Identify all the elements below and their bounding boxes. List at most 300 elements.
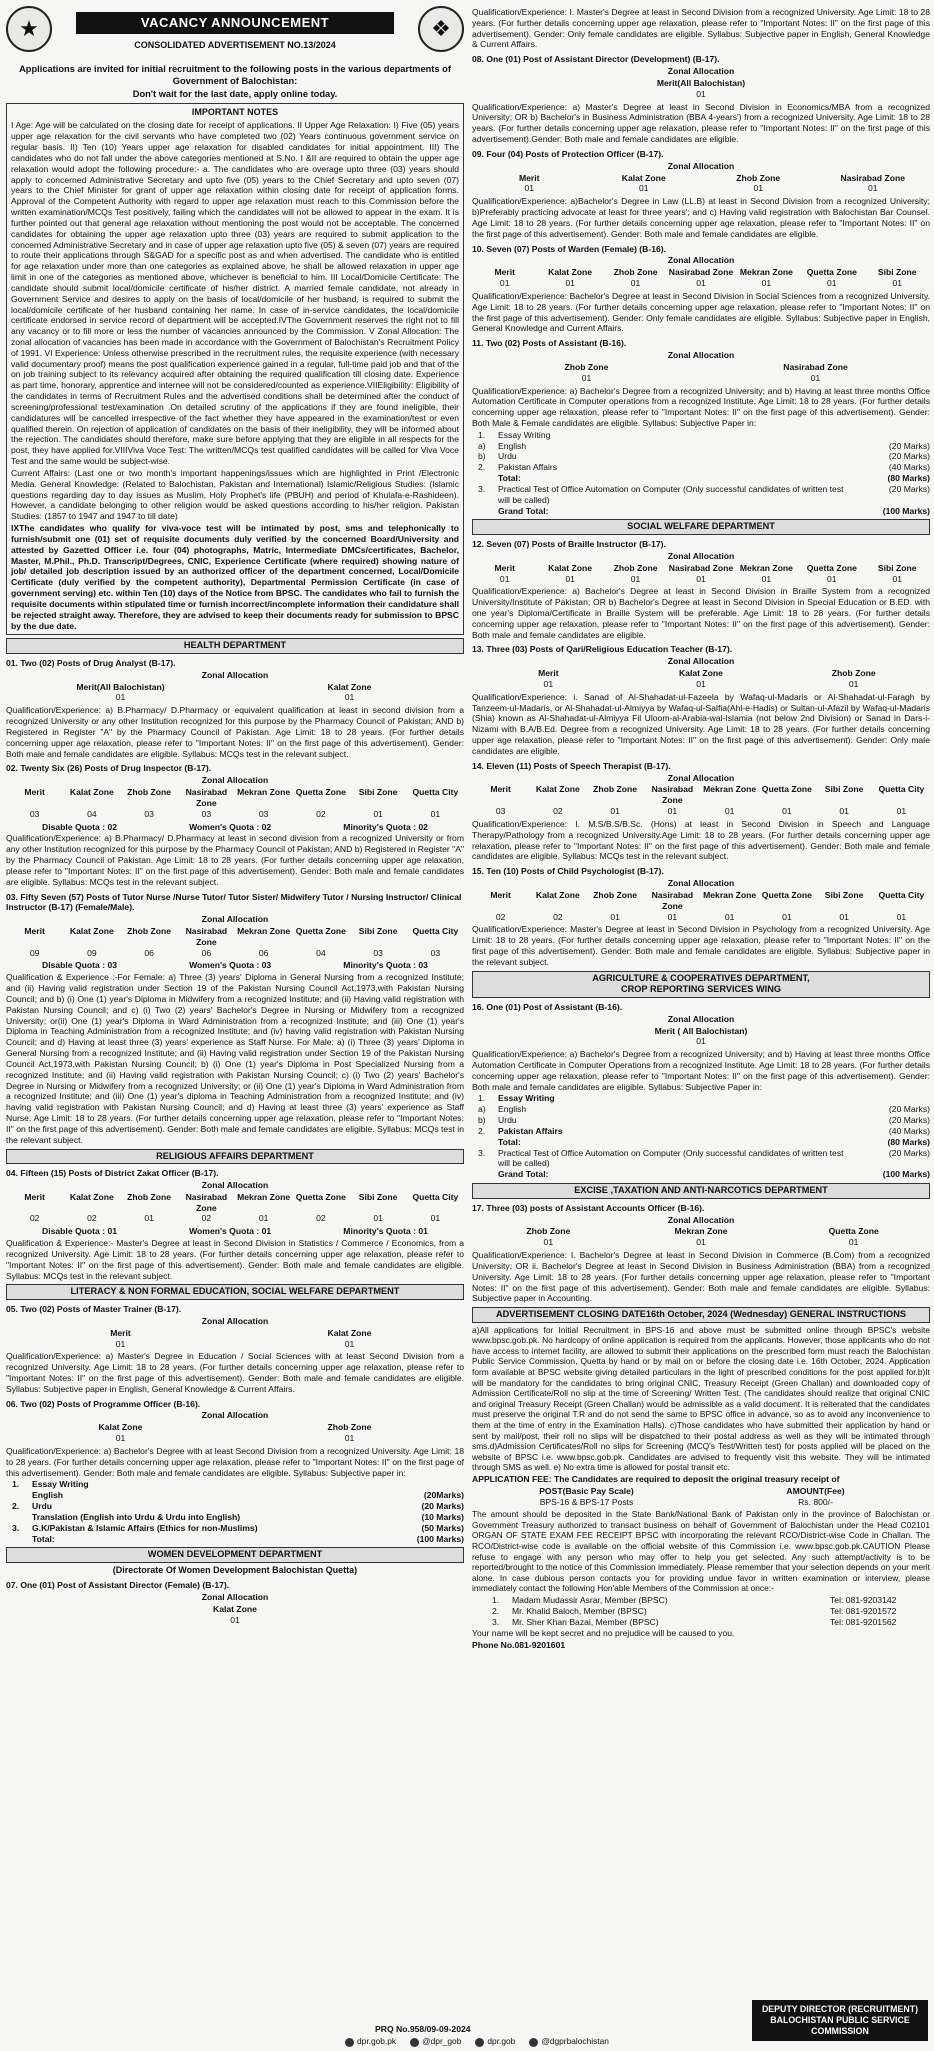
paper-subject: English <box>498 1104 527 1115</box>
website-link[interactable] <box>345 2036 396 2047</box>
zone-values <box>6 1433 464 1444</box>
zonal-allocation-label: Zonal Allocation <box>667 350 735 361</box>
zone-values <box>472 912 930 923</box>
zone-value: 01 <box>827 573 837 584</box>
paper-marks: (10 Marks) <box>421 1511 464 1522</box>
paper-row <box>478 462 930 473</box>
member-number: 2. <box>492 1605 500 1616</box>
zone-name: Zhob Zone <box>327 1422 372 1433</box>
zone-name: Quetta Zone <box>295 1191 346 1202</box>
zone-value: 01 <box>892 573 903 584</box>
zone-name: Quetta Zone <box>761 784 812 795</box>
syllabus-paper <box>478 1093 930 1180</box>
member-name: Mr. Sher Khan Bazai, Member (BPSC) <box>512 1616 659 1627</box>
member-phone: Tel: 081-9201562 <box>830 1616 897 1627</box>
zone-values <box>472 278 930 289</box>
zone-name: Mekran Zone <box>739 267 793 278</box>
quota: Women's Quota : 02 <box>189 821 272 832</box>
zone-name: Mekran Zone <box>703 889 757 900</box>
post-title: 13. Three (03) Posts of Qari/Religious Education Teacher (B-17). <box>472 644 733 655</box>
paper-marks: (20 Marks) <box>888 451 930 462</box>
paper-marks: (100 Marks) <box>882 1169 930 1180</box>
zone-name: Kalat Zone <box>535 889 580 900</box>
zone-name: Mekran Zone <box>674 1226 728 1237</box>
zonal-allocation-label: Zonal Allocation <box>201 775 269 786</box>
zone-name: Mekran Zone <box>237 787 291 798</box>
paper-number <box>478 1169 498 1180</box>
zone-name: Nasirabad Zone <box>668 562 734 573</box>
zone-value: 01 <box>430 1213 441 1224</box>
zone-name: Merit(All Balochistan) <box>76 681 165 692</box>
zone-value: 01 <box>230 1614 240 1625</box>
zone-name: Kalat Zone <box>69 787 114 798</box>
section-title: RELIGIOUS AFFAIRS DEPARTMENT <box>6 1149 464 1165</box>
post-title: 01. Two (02) Posts of Drug Analyst (B-17). <box>6 657 176 668</box>
paper-subject: Total: <box>498 1136 521 1147</box>
quota-line <box>6 822 464 833</box>
zone-headers <box>6 1328 464 1339</box>
zone-value: 01 <box>499 278 510 289</box>
zone-values <box>6 1615 464 1626</box>
zone-name: Quetta City <box>412 1191 459 1202</box>
notes-paragraph: I Age: Age will be calculated on the closing date for receipt of applications. II Upper Age Relaxation: I) Five (05) years upper age relaxation for the civil servants who have completed two (02) Years continuous government service on regular basis. II) Ten (10) Years upper age relaxation for disabled candidates for initial appointment. III) The candidates who do not fall under the above categories mentioned at S.No. I &II are required to obtain the upper age relaxation would adopt the following procedure:- a. The candidates who are overage upto three (03) years should apply to concerned Administrative Secretary and upto five (05) years to the Chief Secretary and upto seven (07) years to the Chief Minister for grant of upper age relaxation within closing date for receipt of application forms. Approval of the Competent Authority with regard to upper age relaxation must reach to this Commission before the written examination/MCQs Test positively, failing which the candidates will not be allowed to appear in the exam. It is further pointed out that general age relaxation without mentioning the post would not be acceptable. The concerned candidates for obtaining the upper age relaxation upto three (03) years are required to submit application to the concerned Administrative Secretary and in case of upper age relaxation upto five (05) & seven (07) years are required to route their applications through S&GAD for a specific post as and when advertised. The candidate who is entitled for age relaxation under more than one categories as explained above, he shall be allowed relaxation in upper age limit in one of the categories as mentioned above, whichever is beneficial to him. III Local/Domicile Certificate: The candidate should submit local/domicile certificate of his/her district. A married female candidate, not already in Government Service and desires to apply on the basis of local/domicile of her husband, is required to submit the local/domicile certificate of her husband containing her name. In case of in-service candidates, the local/domicile certificate endorsed in service record of department will be accepted.IVThe Government reserves the right not to fill any vacancy or to fill more or less the number of vacancies announced by the Commission. V Zonal Allocation: The zonal allocation of vacancies has been made in accordance with the Government of Balochistan's Recruitment Policy of 1991. VI Experience: Unless otherwise prescribed in the recruitment rules, the requisite experience (with necessary valid documentary proof) means the post qualification experience gained in a regular, full-time paid job and that of the on job training subject to its relevancy acquired after obtaining the required qualification till closing date. Experience as part time, honorary, apprentice and internee will not be considered/counted as experience.VIIEligibility: Eligibility of the candidates in terms of Recruitment Rules and the advertised conditions shall be determined after the conduct of screening/professional test/examination .On detailed scrutiny of the applications if they are found ineligible, their candidatures will be cancelled irrespective of the fact whether they have appeared in the examination/test or even qualified therein. On rejection of application of candidates on the basis of their ineligibility, they will be informed about the rejection. The candidates should therefore, make sure before applying that they are eligible in all respects for the post, they have applied for.VIIIViva Voce Test: The written/MCQs test qualified candidates will be called for Viva Voce Test and the same would be subject-wise. <box>11 120 459 467</box>
paper-marks: (20 Marks) <box>888 440 930 451</box>
zone-value: 01 <box>565 278 575 289</box>
quota: Minority's Quota : 02 <box>343 821 428 832</box>
zone-values <box>472 1036 930 1047</box>
paper-subject: Pakistan Affairs <box>498 462 558 473</box>
member-contact <box>492 1606 930 1617</box>
post-title: 15. Ten (10) Posts of Child Psychologist (B-17). <box>472 866 664 877</box>
zone-headers <box>472 362 930 373</box>
syllabus-paper <box>12 1479 464 1544</box>
zone-name: Zhob Zone <box>593 889 638 900</box>
zone-value: 02 <box>495 911 506 922</box>
paper-marks <box>384 1479 464 1490</box>
paper-number: 2. <box>12 1501 20 1512</box>
post-title: 09. Four (04) Posts of Protection Officer (B-17). <box>472 148 664 159</box>
paper-marks: (50 Marks) <box>421 1522 464 1533</box>
link-text: @dpr_gob <box>422 2036 462 2047</box>
paper-marks: (100 Marks) <box>882 505 930 516</box>
bpsc-logo-icon: ❖ <box>418 6 464 52</box>
signature-title: DEPUTY DIRECTOR (RECRUITMENT) <box>761 2003 919 2014</box>
zone-value: 01 <box>430 808 441 819</box>
zone-name: Zhob Zone <box>831 668 876 679</box>
zone-value: 01 <box>696 278 706 289</box>
paper-number <box>12 1512 32 1523</box>
zone-name: Merit <box>24 926 45 936</box>
left-column <box>6 6 464 1628</box>
paper-total <box>478 473 930 484</box>
paper-marks: (20 Marks) <box>421 1501 464 1512</box>
zone-headers <box>472 563 930 574</box>
zone-value: 01 <box>565 573 575 584</box>
zone-name: Zhob Zone <box>593 784 638 795</box>
zone-name: Zhob Zone <box>127 787 172 798</box>
zone-values <box>6 809 464 820</box>
qualification-text: Qualification & Experience:- Master's Degree at least in Second Division in Statistics / Commerce / Economics, from a recognized University. Age Limit: 18 to 28 years. (For further details concerning upper age relaxation, please refer to "Important Notes: II" on the first page of this advertisement). Gender: Both male and female candidates are eligible. Syllabus: MCQs test in the relevant subject. <box>6 1238 464 1281</box>
zone-name: Sibi Zone <box>877 562 917 573</box>
zone-values <box>472 183 930 194</box>
paper-subject: Urdu <box>498 1115 517 1126</box>
paper-marks: (40 Marks) <box>888 462 930 473</box>
zone-name: Kalat Zone <box>213 1604 257 1614</box>
section-title: SOCIAL WELFARE DEPARTMENT <box>472 519 930 535</box>
zone-values <box>6 1339 464 1350</box>
syllabus-paper <box>478 430 930 517</box>
paper-total <box>478 1137 930 1148</box>
page-title: VACANCY ANNOUNCEMENT <box>76 12 394 34</box>
zone-value: 01 <box>761 573 772 584</box>
member-contact <box>492 1617 930 1628</box>
zone-name: Merit <box>24 1191 45 1202</box>
zone-value: 04 <box>316 947 326 958</box>
paper-subject: Translation (English into Urdu & Urdu into English) <box>32 1511 241 1522</box>
post-title: 14. Eleven (11) Posts of Speech Therapist (B-17). <box>472 760 671 771</box>
quota: Women's Quota : 03 <box>189 960 272 971</box>
paper-row <box>12 1523 464 1534</box>
section-title: WOMEN DEVELOPMENT DEPARTMENT <box>6 1547 464 1563</box>
paper-marks: (80 Marks) <box>887 1136 930 1147</box>
paper-row <box>478 1115 930 1126</box>
zone-value: 01 <box>344 1338 355 1349</box>
section-title: EXCISE ,TAXATION AND ANTI-NARCOTICS DEPARTMENT <box>472 1183 930 1199</box>
member-name: Mr. Khalid Baloch, Member (BPSC) <box>512 1605 647 1616</box>
quota: Disable Quota : 02 <box>42 821 118 832</box>
notes-syllabus: Current Affairs: (Last one or two month's important happenings/issues which are highlighted in Print /Electronic Media. General Knowledge: (Related to Balochistan, Pakistan and International) Islamic/Religious Studies: (Islamic questions regarding day to day issues as Muslim, Holy Prophet's life (PBUH) and period of Khulafa-e-Rashideen). However, a candidate belonging to other religion would be asked questions according to his/her religion. Pakistan Studies: (1857 to 1947 and 1947 to till date) <box>11 467 459 522</box>
link-text: @dgprbalochistan <box>541 2036 609 2047</box>
zone-value: 01 <box>344 692 355 703</box>
member-phone: Tel: 081-9201572 <box>830 1605 897 1616</box>
general-instructions-text: a)All applications for Initial Recruitment in BPS-16 and above must be submitted online through BPSC's website www.bpsc.gob.pk. No hardcopy of online application is required from the applicants. However, those applicants who do not have access to internet facility, are allowed to submit their applications on the prescribed form must reach the Balochistan Public Service Commission, Quetta by hand or by mail on or before the closing date i.e. 16th October, 2024. Application form available at BPSC website giving detailed particulars in the light of prescribed conditions for the post applied for.b)It will be mandatory for the candidates to bring original CNIC, Treasury Receipt (Green Challan) and downloaded copy of Admission Certificate/Roll no slip at the time of Screening/ Written Test. (The candidates should realize that original CNIC and original Treasury Receipt (Green Challan) would be admissible as a valid document. It is reiterated that the candidates must preserve the original T.R and do not send the same to BPSC office in advance, so as to avoid any inconvenience to them at the time of entry in the Examination Halls). c)Those candidates who have submitted their application by hand or sent by mail/post, their roll no slips will be dispatched to their postal address as well as they will be intimated through sms.d)Admission Certificates/Roll no slips for Screening (MCQ's Test/Written test) for posts applied will be placed on the website of BPSC i.e. www.bpsc.gob.pk. Candidates are advised to frequently visit this website. They will be intimated through SMS as well. e) No extra time is allowed for postal transit etc. <box>472 1324 930 1473</box>
zone-name: Kalat Zone <box>327 1327 372 1338</box>
quota: Women's Quota : 01 <box>189 1226 272 1237</box>
zone-value: 06 <box>201 947 212 958</box>
paper-number: 1. <box>478 429 486 440</box>
qualification-text: Qualification/Experience: a) Master's Degree at least in Second Division in Economics/MBA from a recognized University; OR b) Bachelor's in Business Administration (BBA 4-years') from a recognized University. Age Limit: 18 to 28 years. (For further details concerning upper age relaxation, please refer to "Important Notes: II" on the first page of this advertisement).Gender: Both male and female candidates are eligible. <box>472 101 930 145</box>
zone-values <box>472 806 930 817</box>
link-text: dpr.gob <box>487 2036 516 2047</box>
zonal-allocation-label: Zonal Allocation <box>667 656 735 667</box>
section-title: HEALTH DEPARTMENT <box>6 638 464 654</box>
paper-marks: (100 Marks) <box>416 1533 464 1544</box>
quota-line <box>6 960 464 971</box>
paper-number <box>478 1137 498 1148</box>
zone-value: 01 <box>782 911 792 922</box>
qualification-text: Qualification/Experience: a) Bachelor's Degree at least in Second Division in Braille System from a recognized University/Institute of Pakistan; OR b) Bachelor's Degree at least in Second Division in Special Education or B.ED. with one year's Diploma/Certificate in Braille System will be preferable. Age Limit: 18 to 28 years. (For further details concerning upper age relaxation, please refer to "Important Notes: II" on the first page of this advertisement). Gender: Both male and female candidates are eligible. <box>472 586 930 640</box>
zone-name: Quetta Zone <box>828 1226 879 1237</box>
zone-name: Zhob Zone <box>127 1191 172 1202</box>
zone-value: 02 <box>316 808 326 819</box>
paper-marks: (20 Marks) <box>888 1147 930 1158</box>
zone-values <box>472 574 930 585</box>
paper-grand-total <box>478 1169 930 1180</box>
important-notes-title: IMPORTANT NOTES <box>191 107 279 118</box>
paper-row <box>12 1512 464 1523</box>
paper-subject: Essay Writing <box>32 1479 89 1490</box>
zone-value: 06 <box>144 947 154 958</box>
post-title: 12. Seven (07) Posts of Braille Instructor (B-17). <box>472 539 666 550</box>
paper-number: b) <box>478 451 486 462</box>
quota: Minority's Quota : 03 <box>343 960 428 971</box>
paper-marks <box>850 1093 930 1104</box>
zone-name: Merit(All Balochistan) <box>656 77 746 88</box>
zone-value: 01 <box>848 678 859 689</box>
fee-amount: Rs. 800/- <box>798 1496 833 1507</box>
zone-headers <box>6 1604 464 1615</box>
zone-value: 09 <box>87 947 97 958</box>
zone-name: Kalat Zone <box>621 172 666 183</box>
zone-name: Zhob Zone <box>613 267 658 278</box>
zonal-allocation-label: Zonal Allocation <box>201 1179 269 1190</box>
important-notes-box <box>6 103 464 635</box>
zone-value: 01 <box>630 573 641 584</box>
paper-marks: (80 Marks) <box>887 473 930 484</box>
zone-name: Merit <box>494 267 515 278</box>
zone-name: Kalat Zone <box>69 926 114 936</box>
paper-subject: Urdu <box>32 1501 53 1512</box>
general-instructions-title: ADVERTISEMENT CLOSING DATE16th October, 2024 (Wednesday) GENERAL INSTRUCTIONS <box>472 1307 930 1323</box>
globe-icon <box>345 2038 354 2047</box>
zone-value: 01 <box>753 183 764 194</box>
zone-name: Quetta City <box>412 926 459 936</box>
zone-name: Merit <box>494 562 515 573</box>
zone-headers <box>6 787 464 809</box>
zone-value: 01 <box>696 1036 706 1047</box>
fee-header: POST(Basic Pay Scale) <box>539 1485 634 1496</box>
post-title: 05. Two (02) Posts of Master Trainer (B-17). <box>6 1304 182 1315</box>
fee-table-row <box>472 1497 930 1508</box>
zone-name: Nasirabad Zone <box>185 1191 228 1213</box>
paper-subject: English <box>498 440 527 451</box>
zone-value: 02 <box>316 1213 326 1224</box>
lead-text: Applications are invited for initial recruitment to the following posts in the various departments of Government of Balochistan: <box>19 64 451 86</box>
zone-values <box>472 89 930 100</box>
zone-name: Sibi Zone <box>358 787 398 798</box>
qualification-text: Qualification/Experience: Bachelor's Degree at least in Second Division in Social Sciences from a recognized University. Age Limit: 18 to 28 years. (For further details concerning upper age relaxation, please refer to "Important Notes: II" on the first page of this advertisement). Gender: Only female candidates are eligible. Syllabus: Subjective paper in English, General Knowledge and Current Affairs. <box>472 290 930 334</box>
zone-value: 01 <box>524 183 535 194</box>
post-title: 08. One (01) Post of Assistant Director (Development) (B-17). <box>472 54 720 65</box>
social-footer <box>345 2036 609 2047</box>
zone-value: 01 <box>344 1433 355 1444</box>
paper-subject: Practical Test of Office Automation on Computer (Only successful candidates of written test will be called) <box>498 483 844 505</box>
twitter-link[interactable] <box>410 2036 461 2047</box>
paper-subject: English <box>32 1490 64 1501</box>
zonal-allocation-label: Zonal Allocation <box>201 1315 269 1326</box>
zone-name: Merit <box>538 668 559 679</box>
zone-name: Zhob Zone <box>127 926 172 936</box>
paper-row <box>478 1104 930 1115</box>
zone-name: Kalat Zone <box>69 1191 114 1202</box>
zone-name: Nasirabad Zone <box>840 172 905 183</box>
zone-value: 02 <box>87 1213 97 1224</box>
paper-marks: (20 Marks) <box>888 1104 930 1115</box>
paper-number: a) <box>478 440 486 451</box>
right-column <box>472 6 930 1652</box>
zonal-allocation-label: Zonal Allocation <box>201 914 269 925</box>
zone-value: 01 <box>581 372 592 383</box>
zonal-allocation-label: Zonal Allocation <box>667 160 735 171</box>
instagram-link[interactable] <box>529 2036 609 2047</box>
post-title: 16. One (01) Post of Assistant (B-16). <box>472 1001 623 1012</box>
zone-value: 02 <box>553 911 563 922</box>
facebook-link[interactable] <box>475 2036 515 2047</box>
quota-line <box>6 1226 464 1237</box>
zone-value: 01 <box>696 678 706 689</box>
zone-headers <box>6 1422 464 1433</box>
apply-online-text: Don't wait for the last date, apply online today. <box>132 89 338 100</box>
zone-value: 01 <box>724 911 735 922</box>
zone-name: Mekran Zone <box>703 784 757 795</box>
paper-number: 3. <box>478 483 486 494</box>
zone-value: 01 <box>373 808 383 819</box>
twitter-icon <box>410 2038 419 2047</box>
zone-value: 01 <box>696 88 706 99</box>
paper-number <box>12 1490 32 1501</box>
zone-name: Nasirabad Zone <box>185 787 228 808</box>
paper-row <box>478 1148 930 1170</box>
qualification-text: Qualification/Experience: a) B.Pharmacy/ D.Pharmacy or equivalent qualification at least in second division from a recognized University or any other Institution recognized for this purpose by the Pharmacy Council of Pakistan; AND b) Registered in Register "A" by the Pharmacy Council of Pakistan. Age Limit: 18 to 28 years. (For further details concerning upper age relaxation, please refer to "Important Notes: II" on the first page of this advertisement). Gender: Both male and female candidates are eligible. Syllabus: MCQs test in the relevant subject. <box>6 705 464 759</box>
zone-value: 03 <box>144 808 154 819</box>
zone-value: 03 <box>373 947 383 958</box>
qualification-text: Qualification/Experience: I. Bachelor's Degree at least in Second Division in Commerce (B.Com) from a recognized University; OR ii. Bachelor's Degree at least in Second Division in Business Administration (BBA) from a recognized University. Age Limit: 18 to 28 years. (For further details concerning upper age relaxation, please refer to "Important Notes: II" on the first page of this advertisement). Gender: Both male and female candidates are eligible. Syllabus: Subjective paper in Accounting. <box>472 1250 930 1304</box>
fee-table-header <box>472 1486 930 1497</box>
section-title-line: CROP REPORTING SERVICES WING <box>621 984 781 995</box>
zone-value: 06 <box>258 947 269 958</box>
paper-total <box>12 1534 464 1545</box>
zone-headers <box>472 890 930 912</box>
zone-value: 01 <box>839 911 849 922</box>
fee-post: BPS-16 & BPS-17 Posts <box>539 1496 634 1507</box>
paper-marks: (20 Marks) <box>888 483 930 494</box>
qualification-text: Qualification/Experience: a) Bachelor's Degree with at least Second Division from a recognized University. Age Limit: 18 to 28 years. (For further details concerning upper age relaxation, please refer to "Important Notes: II" on the first page of this advertisement). Gender: Both male and female candidates are eligible. Syllabus: Subjective paper in: <box>6 1445 464 1478</box>
zone-value: 01 <box>543 1237 554 1248</box>
zone-name: Kalat Zone <box>548 562 593 573</box>
zone-name: Kalat Zone <box>98 1422 143 1433</box>
paper-number: a) <box>478 1104 486 1115</box>
zone-name: Kalat Zone <box>679 668 723 679</box>
zonal-allocation-label: Zonal Allocation <box>667 66 735 77</box>
zone-values <box>6 948 464 959</box>
post-title: 11. Two (02) Posts of Assistant (B-16). <box>472 338 627 349</box>
post-title: 07. One (01) Post of Assistant Director (Female) (B-17). <box>6 1580 230 1591</box>
notes-documents: IXThe candidates who qualify for viva-voce test will be intimated by post, sms and telephonically to furnish/submit one (01) set of requisite documents duly verified by the concerned Board/University and attested by Gazetted Officer i.e. four (04) photographs, Matric, Intermediate DMCs/certificates, Bachelor, Master, M.Phil., Ph.D. Transcript/Degrees, CNIC, Experience Certificate (where required) showing nature of job/ detailed job description issued by an authorized officer of the department concerned, Local/Domicile Certificate (duly verified by the competent authority), Departmental Permission Certificate (in case of government serving) etc. within Ten (10) days of the Notice from BPSC. The candidates who fail to furnish the requisite documents within stipulated time or furnish incorrect/incomplete information their candidature shall be rejected straight away. Therefore, they are advised to keep their documents ready for submission to BPSC by the due date. <box>11 523 459 631</box>
zone-name: Nasirabad Zone <box>668 267 734 278</box>
zone-name: Kalat Zone <box>327 681 372 692</box>
zone-value: 01 <box>896 911 907 922</box>
zone-value: 01 <box>258 1213 269 1224</box>
paper-subject: Essay Writing <box>498 429 551 440</box>
zonal-allocation-label: Zonal Allocation <box>667 1214 735 1225</box>
application-fee-title: APPLICATION FEE: The Candidates are required to deposit the original treasury receipt of <box>472 1473 840 1484</box>
zone-name: Quetta City <box>878 889 925 900</box>
paper-row <box>478 451 930 462</box>
zone-name: Quetta Zone <box>806 562 857 573</box>
zone-headers <box>472 267 930 278</box>
zone-values <box>472 1237 930 1248</box>
zone-value: 01 <box>543 678 554 689</box>
instagram-icon <box>529 2038 538 2047</box>
paper-grand-total <box>478 506 930 517</box>
zone-headers <box>6 1192 464 1214</box>
zone-headers <box>472 78 930 89</box>
zone-name: Merit <box>490 889 511 900</box>
qualification-text: Qualification/Experience: i. Sanad of Al-Shahadat-ul-Fazeela by Wafaq-ul-Madaris or Al-Shahadat-ul-Faragh by Tanzeem-ul-Madaris, or Al-Shahadat-ul-Almiyya by Wafaq-ul-Salfia(Ahl-e-Hadis) or Sultan-ul-Afazil by Wafaq-ul-Madaris (Shia) known as Al-Shahadat-ul-Almiyya Fil Uloom-al-Arabia-wal-Islamia (not below 2nd Division) or Sanad in Dars-i-Nizami with B.A/B.Ed. Degree from a recognized University. Age Limit: 18 to 28 years. (For further details concerning upper age relaxation, please refer to "Important Notes: II" on the first page of this advertisement). Gender: Only male candidates are eligible. <box>472 691 930 756</box>
paper-number: 3. <box>12 1522 20 1533</box>
zone-name: Quetta City <box>412 787 459 798</box>
zone-value: 01 <box>848 1237 859 1248</box>
paper-row <box>12 1490 464 1501</box>
paper-row <box>478 484 930 506</box>
zone-name: Nasirabad Zone <box>651 784 694 806</box>
zone-value: 09 <box>29 947 40 958</box>
zone-value: 01 <box>667 806 678 817</box>
zone-name: Zhob Zone <box>526 1226 571 1237</box>
zone-value: 01 <box>761 278 772 289</box>
qualification-text: Qualification & Experience :-For Female: a) Three (3) years' Diploma in General Nursing from a recognized Institute; and (ii) Having valid registration under Section 19 of the Pakistan Nursing Council Act,1973,with Pakistan Nursing Council; and b) (i) One (1) year's Diploma in Midwifery from a recognized Institute; and (ii) Having valid registration with Pakistan Nursing Council; and c) (i) Two (2) years' Bachelor's Degree in Nursing or Midwifery from a recognized University; or(ii) One (1) year's Diploma in Ward Administration from a recognized Institute; and (iii) One (1) year's Diploma in Teaching Administration from a recognized Institute; and (iv) having valid registration with Pakistan Nursing Council; and d) Having at least three (3) years' experience as Staff Nurse. For Male: a) (i) Three (3) years' Diploma in General Nursing from a recognized Institute; and (ii) Having valid registration under Section 19 of the Pakistan Nursing Council Act,1973,with Pakistan Nursing Council; b) (i) One (1) year's Diploma in Post Specialized Nursing from a recognized Institute; and (ii) Having valid registration with Pakistan Nursing Council; c) (i) Two (2) years' Bachelor's Degree in Nursing or Midwifery from a recognized University; or (ii) One (1) year's Diploma in Ward Administration from a recognized Institute; and (iii) One (1) year's diploma in Teaching Administration from a recognized Institute; and (iv) having valid registration with Pakistan Nursing Council; and d) Having at least three (3) years' experience as Staff Nurse. Age Limit: 18 to 28 years. (For further details concerning upper age relaxation, please refer to "Important Notes: II" on the first page of this advertisement). Gender: Both male and female candidates are eligible. Syllabus: MCQs test in the relevant subject. <box>6 972 464 1145</box>
paper-row <box>12 1479 464 1490</box>
zone-value: 01 <box>839 806 849 817</box>
member-number: 1. <box>492 1594 500 1605</box>
section-title <box>472 971 930 998</box>
paper-number <box>478 473 498 484</box>
zone-value: 04 <box>87 808 97 819</box>
paper-number: 3. <box>478 1147 486 1158</box>
post-title: 17. Three (03) posts of Assistant Accounts Officer (B-16). <box>472 1202 705 1213</box>
zone-value: 01 <box>696 1237 706 1248</box>
paper-subject: Essay Writing <box>498 1093 555 1104</box>
zonal-allocation-label: Zonal Allocation <box>201 669 269 680</box>
zone-name: Sibi Zone <box>358 926 398 936</box>
paper-row <box>478 1093 930 1104</box>
zone-value: 01 <box>667 911 678 922</box>
zone-value: 03 <box>29 808 40 819</box>
zone-name: Nasirabad Zone <box>783 361 848 372</box>
qualification-text: Qualification/Experience: a) Master's Degree in Education / Social Sciences with at least Second Division from a recognized University. Age Limit: 18 to 28 years. (For further details concerning upper age relaxation, please refer to "Important Notes: II" on the first page of this advertisement). Gender: Both male and female candidates are eligible. Syllabus: Subjective paper in English, General Knowledge & Current Affairs. <box>6 1351 464 1394</box>
quota: Disable Quota : 03 <box>42 960 118 971</box>
paper-row <box>12 1501 464 1512</box>
member-phone: Tel: 081-9203142 <box>830 1594 897 1605</box>
zone-headers <box>6 682 464 693</box>
post-title: 10. Seven (07) Posts of Warden (Female) (B-16). <box>472 243 667 254</box>
zone-name: Zhob Zone <box>613 562 658 573</box>
zone-name: Kalat Zone <box>535 784 580 795</box>
prq-number: PRQ No.958/09-09-2024 <box>375 2024 471 2035</box>
member-name: Madam Mudassir Asrar, Member (BPSC) <box>512 1594 668 1605</box>
zone-value: 02 <box>29 1213 40 1224</box>
zone-value: 01 <box>827 278 837 289</box>
zone-name: Kalat Zone <box>548 267 593 278</box>
zone-value: 02 <box>201 1213 212 1224</box>
zone-name: Zhob Zone <box>564 361 609 372</box>
post-title: 06. Two (02) Posts of Programme Officer (B-16). <box>6 1398 201 1409</box>
zone-values <box>472 679 930 690</box>
zonal-allocation-label: Zonal Allocation <box>667 772 735 783</box>
zone-value: 01 <box>810 372 821 383</box>
zone-name: Zhob Zone <box>736 172 781 183</box>
paper-number: 1. <box>478 1093 486 1104</box>
zone-name: Mekran Zone <box>739 562 793 573</box>
qualification-text: Qualification/Experience: a) Bachelor's Degree from a recognized University; and b) Having at least three months Office Automation Certificate in Computer Operations from a recognized Institute. Age Limit: 18 to 28 years. (For further details concerning upper age relaxation, please refer to "Important Notes: II" on the first page of this advertisement). Gender: Both male and female candidates are eligible. Syllabus: Subjective Paper in: <box>472 1049 930 1092</box>
section-subtitle: (Directorate Of Women Development Balochistan Quetta) <box>112 1565 358 1576</box>
zone-headers <box>6 926 464 948</box>
paper-subject: Total: <box>498 473 521 484</box>
paper-marks: (20 Marks) <box>888 1115 930 1126</box>
zone-name: Quetta Zone <box>295 787 346 798</box>
paper-subject: Grand Total: <box>498 1169 549 1180</box>
zone-name: Nasirabad Zone <box>651 889 694 911</box>
